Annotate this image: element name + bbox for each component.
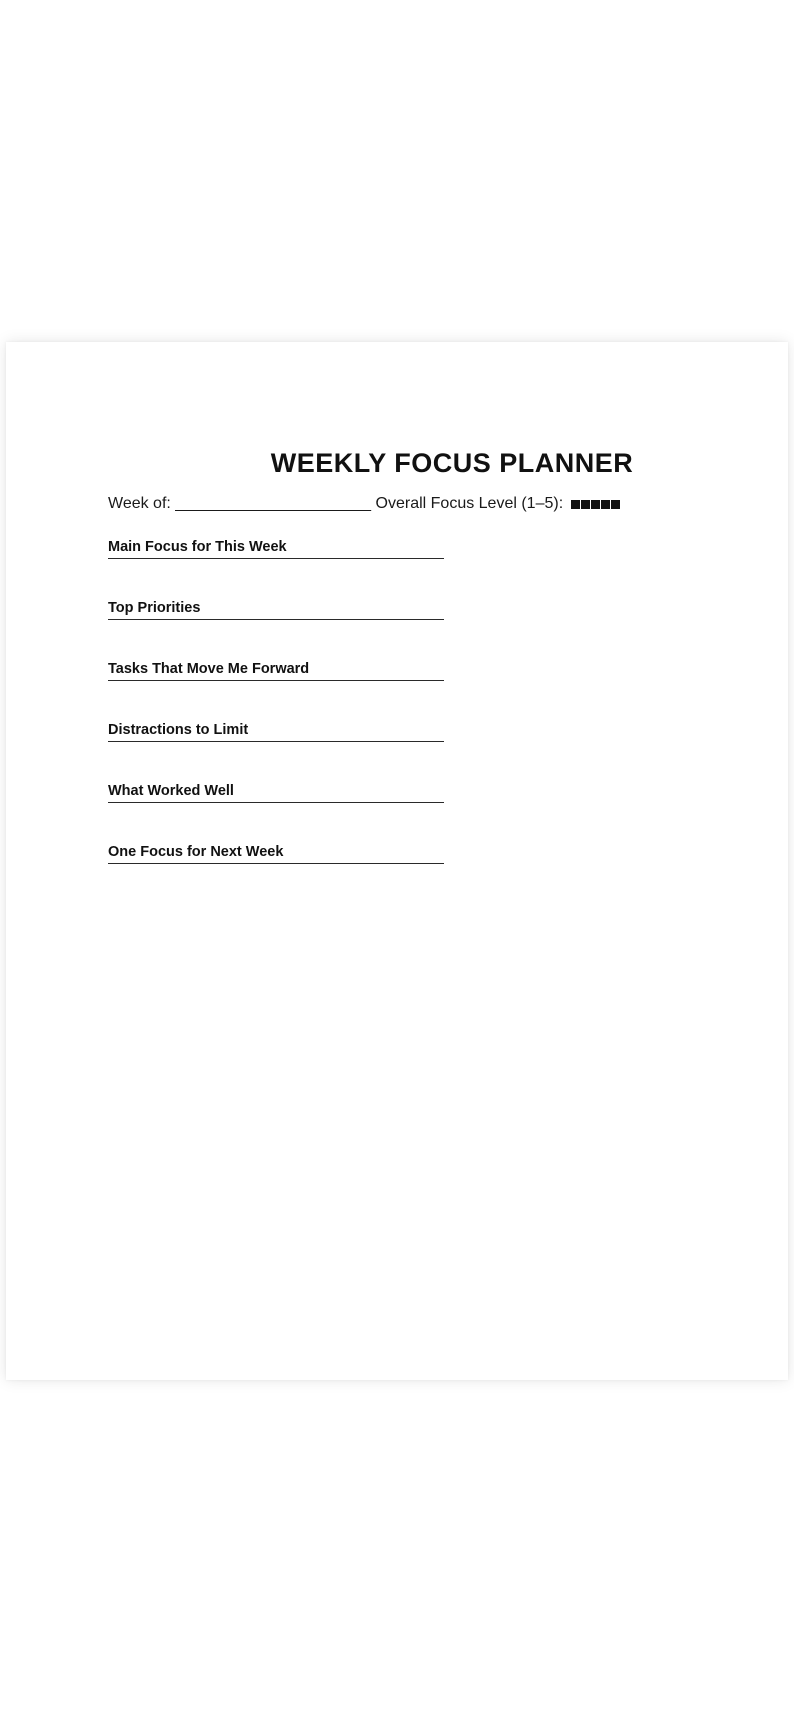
section-top-priorities [108, 599, 448, 620]
section-heading: Distractions to Limit [108, 722, 249, 738]
section-main-focus [108, 538, 448, 559]
write-in-line [108, 863, 444, 864]
write-in-line [108, 619, 444, 620]
rating-box-icon [581, 500, 590, 509]
section-heading: Main Focus for This Week [108, 539, 287, 555]
section-heading: Tasks That Move Me Forward [108, 661, 310, 677]
rating-box-icon [591, 500, 600, 509]
section-heading: What Worked Well [108, 783, 234, 799]
section-what-worked [108, 782, 448, 803]
rating-box-icon [571, 500, 580, 509]
document-page [6, 342, 788, 1380]
section-distractions [108, 721, 448, 742]
week-of-field: Week of: ______________________ [108, 495, 372, 512]
rating-box-icon [601, 500, 610, 509]
section-heading: Top Priorities [108, 600, 201, 616]
section-heading: One Focus for Next Week [108, 844, 284, 860]
write-in-line [108, 558, 444, 559]
write-in-line [108, 741, 444, 742]
section-next-week [108, 843, 448, 864]
focus-level-rating [571, 496, 621, 514]
write-in-line [108, 680, 444, 681]
write-in-line [108, 802, 444, 803]
page-title: WEEKLY FOCUS PLANNER [270, 448, 634, 478]
week-info-line [108, 495, 621, 514]
section-tasks-forward [108, 660, 448, 681]
rating-box-icon [611, 500, 620, 509]
focus-level-label: Overall Focus Level (1–5): [375, 495, 564, 512]
